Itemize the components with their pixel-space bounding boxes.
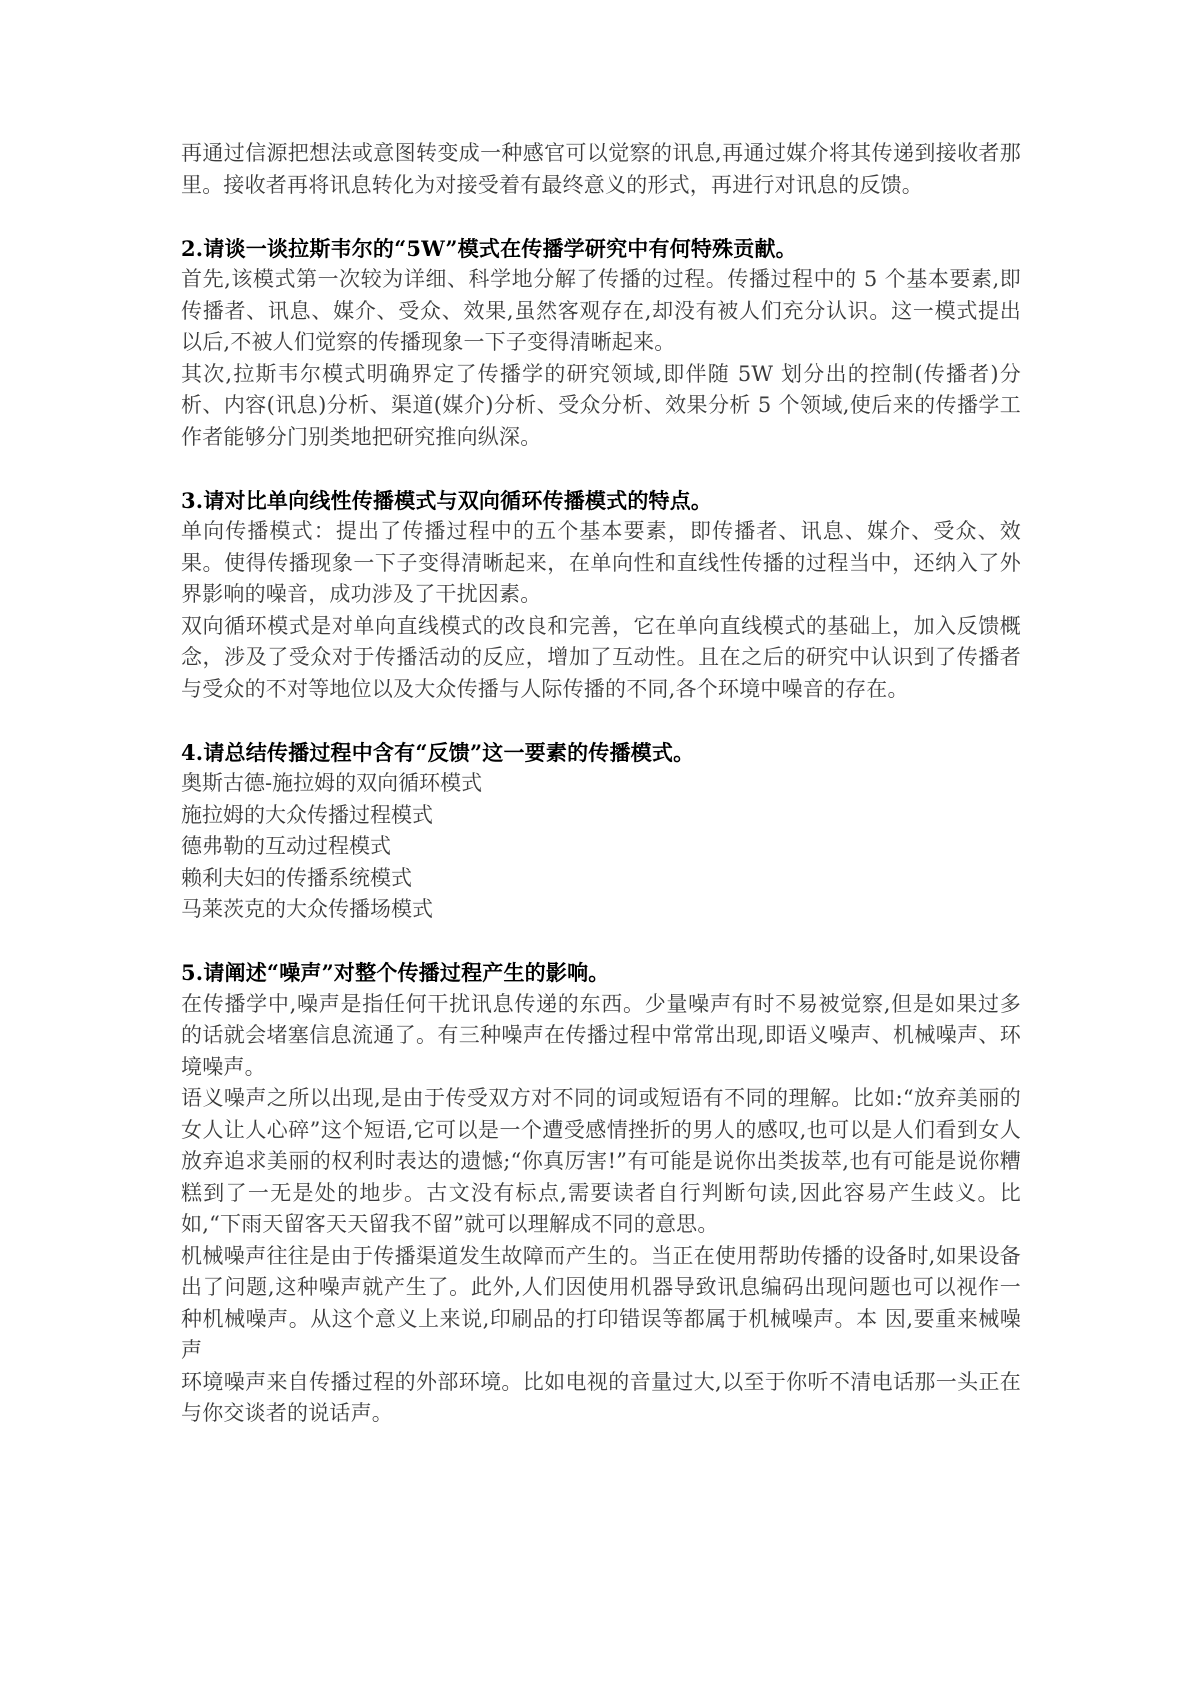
question-3-paragraph-1: 单向传播模式：提出了传播过程中的五个基本要素，即传播者、讯息、媒介、受众、效果。使得传播现象一下子变得清晰起来，在单向性和直线性传播的过程当中，还纳入了外界影响的噪音，成功涉及了干扰因素。 — [181, 519, 1021, 606]
question-5-paragraph-4: 环境噪声来自传播过程的外部环境。比如电视的音量过大,以至于你听不清电话那一头正在与你交谈者的说话声。 — [181, 1369, 1021, 1425]
feedback-model-item: 马莱茨克的大众传播场模式 — [181, 897, 433, 921]
question-2-paragraph-1: 首先,该模式第一次较为详细、科学地分解了传播的过程。传播过程中的 5 个基本要素,即传播者、讯息、媒介、受众、效果,虽然客观存在,却没有被人们充分认识。这一模式提出以后,不被人们觉察的传播现象一下子变得清晰起来。 — [181, 267, 1021, 354]
document-page — [181, 138, 1021, 1430]
question-3-paragraph-2: 双向循环模式是对单向直线模式的改良和完善，它在单向直线模式的基础上，加入反馈概念，涉及了受众对于传播活动的反应，增加了互动性。且在之后的研究中认识到了传播者与受众的不对等地位以及大众传播与人际传播的不同,各个环境中噪音的存在。 — [181, 613, 1021, 701]
question-2-heading: 2.请谈一谈拉斯韦尔的“5W”模式在传播学研究中有何特殊贡献。 — [181, 235, 797, 261]
question-5-paragraph-2: 语义噪声之所以出现,是由于传受双方对不同的词或短语有不同的理解。比如:“放弃美丽的女人让人心碎”这个短语,它可以是一个遭受感情挫折的男人的感叹,也可以是人们看到女人放弃追求美丽的权利时表达的遗憾;“你真厉害!”有可能是说你出类拔萃,也有可能是说你糟糕到了一无是处的地步。古文没有标点,需要读者自行判断句读,因此容易产生歧义。比如,“下雨天留客天天留我不留”就可以理解成不同的意思。 — [181, 1086, 1021, 1236]
feedback-model-item: 德弗勒的互动过程模式 — [181, 834, 391, 858]
question-3-heading: 3.请对比单向线性传播模式与双向循环传播模式的特点。 — [181, 487, 713, 513]
question-5-paragraph-3: 机械噪声往往是由于传播渠道发生故障而产生的。当正在使用帮助传播的设备时,如果设备出了问题,这种噪声就产生了。此外,人们因使用机器导致讯息编码出现问题也可以视作一种机械噪声。从这个意义上来说,印刷品的打印错误等都属于机械噪声。本 因,要重来械噪声 — [181, 1243, 1021, 1362]
question-5-paragraph-1: 在传播学中,噪声是指任何干扰讯息传递的东西。少量噪声有时不易被觉察,但是如果过多的话就会堵塞信息流通了。有三种噪声在传播过程中常常出现,即语义噪声、机械噪声、环境噪声。 — [181, 991, 1021, 1079]
section-gap — [181, 926, 1021, 958]
feedback-model-item: 赖利夫妇的传播系统模式 — [181, 865, 412, 890]
intro-paragraph: 再通过信源把想法或意图转变成一种感官可以觉察的讯息,再通过媒介将其传递到接收者那里。接收者再将讯息转化为对接受着有最终意义的形式，再进行对讯息的反馈。 — [181, 141, 1021, 197]
feedback-model-item: 奥斯古德-施拉姆的双向循环模式 — [181, 771, 483, 795]
section-gap — [181, 201, 1021, 233]
feedback-model-item: 施拉姆的大众传播过程模式 — [181, 802, 433, 827]
question-2-paragraph-2: 其次,拉斯韦尔模式明确界定了传播学的研究领域,即伴随 5W 划分出的控制(传播者)分析、内容(讯息)分析、渠道(媒介)分析、受众分析、效果分析 5 个领域,使后来的传播学工作者能够分门别类地把研究推向纵深。 — [181, 361, 1021, 449]
question-4-heading: 4.请总结传播过程中含有“反馈”这一要素的传播模式。 — [181, 739, 695, 765]
section-gap — [181, 453, 1021, 485]
section-gap — [181, 705, 1021, 737]
question-5-heading: 5.请阐述“噪声”对整个传播过程产生的影响。 — [181, 960, 610, 985]
